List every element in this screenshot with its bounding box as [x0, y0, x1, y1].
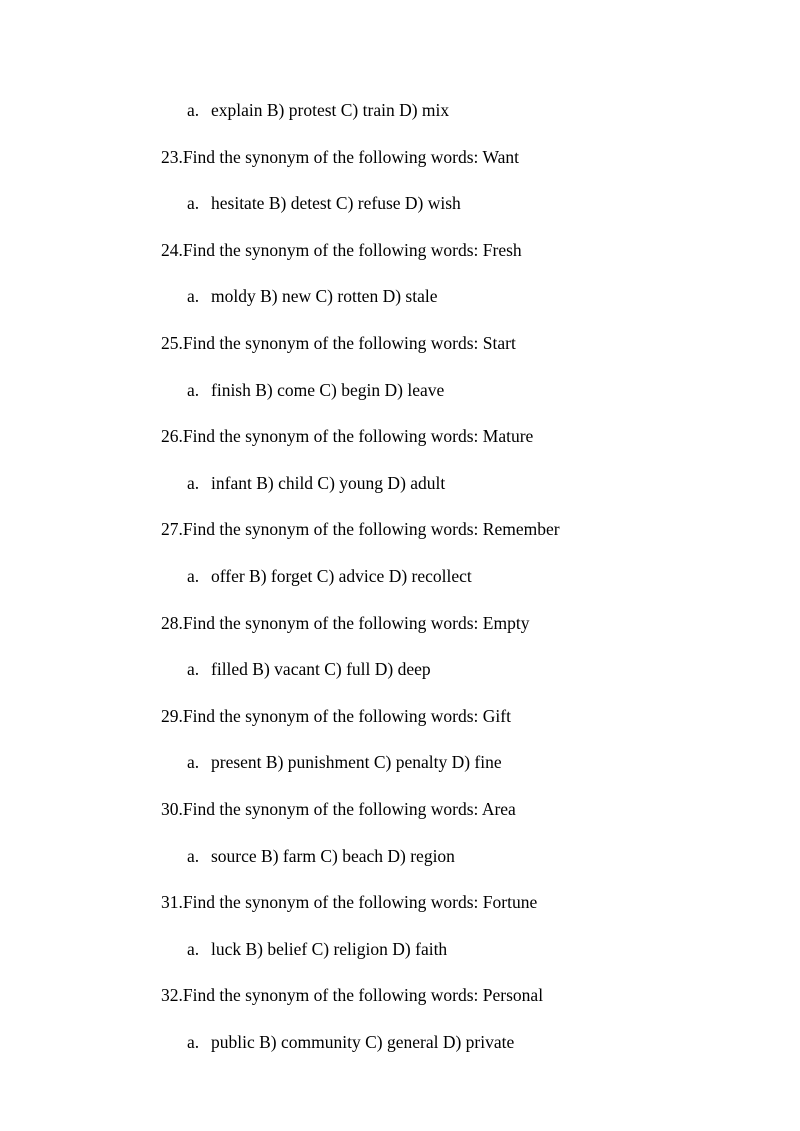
answer-options [187, 938, 687, 960]
answer-options [187, 751, 687, 773]
question-number: 23. [161, 146, 183, 167]
question-text: Find the synonym of the following words: Want [182, 146, 519, 167]
question-text: Find the synonym of the following words: Personal [182, 985, 544, 1006]
option-text: filled B) vacant C) full D) deep [211, 659, 431, 680]
option-text: present B) punishment C) penalty D) fine [211, 752, 502, 773]
answer-options [187, 99, 687, 121]
question-number: 29. [161, 705, 183, 726]
option-text: hesitate B) detest C) refuse D) wish [211, 193, 461, 214]
option-marker: a. [187, 100, 200, 120]
option-text: offer B) forget C) advice D) recollect [211, 566, 472, 586]
option-text: public B) community C) general D) private [211, 1032, 515, 1052]
answer-options [187, 658, 687, 680]
question-item [161, 705, 511, 727]
question-number: 27. [161, 519, 183, 540]
question-item [161, 984, 543, 1006]
answer-options [187, 285, 687, 307]
option-marker: a. [187, 286, 200, 307]
option-marker: a. [187, 659, 200, 680]
option-marker: a. [187, 938, 200, 959]
option-marker: a. [187, 566, 200, 586]
option-text: infant B) child C) young D) adult [211, 472, 446, 493]
question-item [161, 425, 533, 447]
option-text: moldy B) new C) rotten D) stale [211, 286, 438, 307]
answer-options [187, 472, 687, 494]
question-number: 30. [161, 799, 183, 819]
answer-options [187, 565, 687, 587]
option-text: explain B) protest C) train D) mix [211, 100, 450, 120]
question-number: 28. [161, 612, 183, 633]
option-text: luck B) belief C) religion D) faith [211, 938, 448, 959]
question-text: Find the synonym of the following words: Remember [182, 519, 560, 540]
question-text: Find the synonym of the following words: Start [182, 333, 516, 353]
answer-options [187, 379, 687, 401]
answer-options [187, 192, 687, 214]
option-marker: a. [187, 845, 200, 866]
question-text: Find the synonym of the following words: Fresh [182, 239, 522, 260]
option-text: finish B) come C) begin D) leave [211, 379, 445, 400]
answer-options [187, 1031, 687, 1053]
option-marker: a. [187, 379, 200, 400]
question-text: Find the synonym of the following words: Fortune [182, 892, 538, 913]
question-number: 25. [161, 333, 183, 353]
question-item [161, 891, 537, 913]
question-number: 32. [161, 985, 183, 1006]
question-item [161, 612, 529, 634]
question-text: Find the synonym of the following words: Mature [182, 426, 534, 447]
question-number: 24. [161, 239, 183, 260]
question-item [161, 518, 560, 540]
question-number: 26. [161, 426, 183, 447]
question-item [161, 332, 516, 354]
question-item [161, 239, 522, 261]
question-text: Find the synonym of the following words: Gift [182, 705, 511, 726]
option-marker: a. [187, 752, 200, 773]
option-marker: a. [187, 472, 200, 493]
answer-options [187, 845, 687, 867]
option-marker: a. [187, 1032, 200, 1052]
question-item [161, 798, 516, 820]
option-marker: a. [187, 193, 200, 214]
question-item [161, 146, 519, 168]
question-number: 31. [161, 892, 183, 913]
question-text: Find the synonym of the following words: Area [182, 799, 516, 819]
question-text: Find the synonym of the following words: Empty [182, 612, 530, 633]
option-text: source B) farm C) beach D) region [211, 845, 455, 866]
